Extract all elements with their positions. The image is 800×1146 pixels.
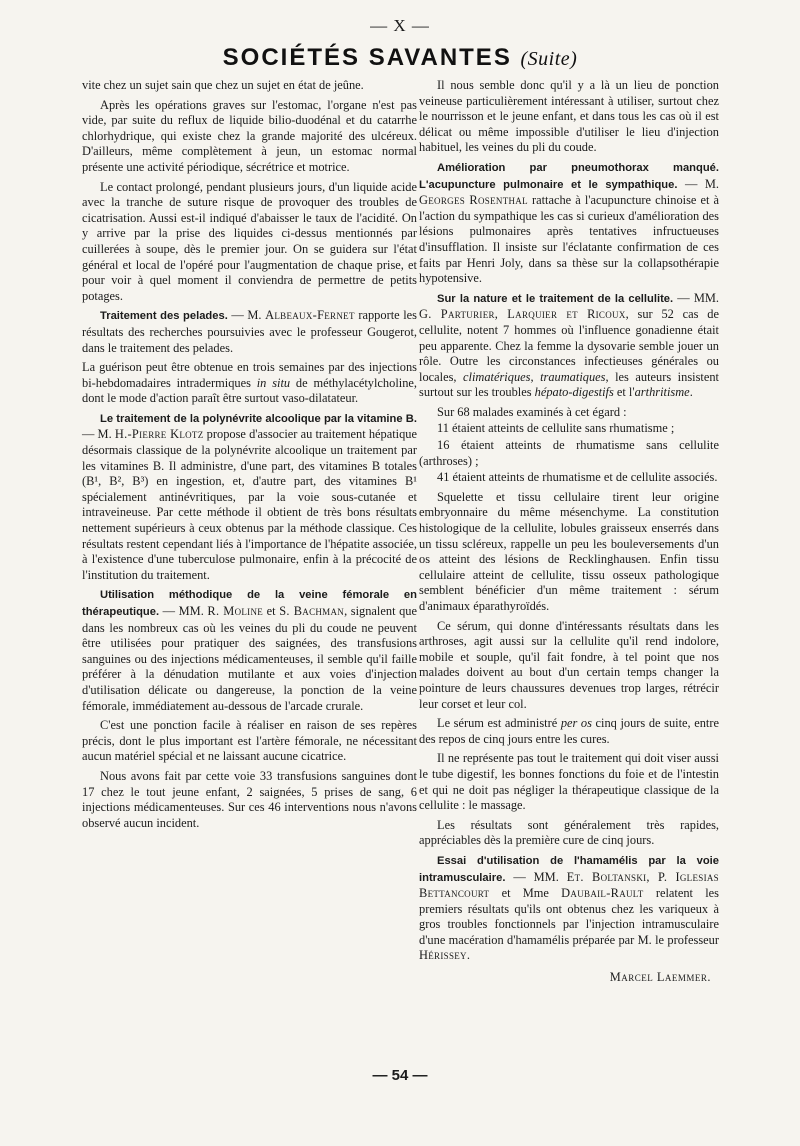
author-name: Hérissey <box>419 948 467 963</box>
abstract-hamamelis <box>419 853 719 964</box>
abstract-heading: Le traitement de la polynévrite alcoolique par la vitamine B. <box>100 412 417 425</box>
abstract-heading: Amélioration par pneumothorax manqué. L'acupuncture pulmonaire et le sympathique. <box>419 161 719 191</box>
text: , les auteurs insistent surtout sur les troubles <box>419 369 719 400</box>
abstract-heading: Utilisation méthodique de la veine fémorale en thérapeutique. <box>82 589 417 618</box>
abstract-text: , signalent que dans les nombreux cas où les veines du pli du coude ne peuvent être utilisées pour pratiquer des saignées, des transfusions sanguines ou des injections médicamenteuses, il semble qu'il faille préférer à la dénudation mutilante et aux voies d'injection d'utilisation délicate ou dangereuse, la ponction de la veine fémorale, immédiatement au-dessous de l'arcade crurale. <box>82 604 417 713</box>
conjunction: et Mme <box>489 886 562 901</box>
abstract-text: , sur 52 cas de cellulite, notent 7 hommes où l'influence gonadienne était peu apparente. Chez la femme la dysovarie semble jouer un rôle. Outre les circonstances infectieuses générales ou locales, <box>419 307 719 384</box>
italic-term: arthritisme <box>634 385 690 400</box>
dash: — M. <box>82 427 115 442</box>
italic-term: climatériques, traumatiques <box>463 369 606 384</box>
dash: — MM. <box>673 290 720 305</box>
author-name: G. Parturier, Larquier et Ricoux <box>419 307 626 322</box>
dash: — M. <box>227 308 266 323</box>
text: La guérison peut être obtenue en trois semaines par des injections bi-hebdomadaires intradermiques <box>82 360 417 390</box>
author-name: Daubail-Rault <box>561 886 644 901</box>
list-item: 11 étaient atteints de cellulite sans rhumatisme ; <box>437 421 675 436</box>
abstract-pelades <box>82 308 417 356</box>
author-name: Georges Rosenthal <box>419 193 528 208</box>
list-item: 41 étaient atteints de rhumatisme et de cellulite associés. <box>437 470 718 485</box>
abstract-heading: Sur la nature et le traitement de la cellulite. <box>437 292 674 305</box>
list-item: 16 étaient atteints de rhumatisme sans cellulite (arthroses) ; <box>419 438 719 468</box>
abstract-text: rattache à l'acupuncture chinoise et à l'action du sympathique les cas si curieux d'amélioration des lésions pulmonaires après tentatives infructueuses d'insufflation. Il insiste sur l'éclatante confirmation de ces faits par Henri Joly, dans sa thèse sur la collapsothérapie hypotensive. <box>419 193 719 286</box>
dash: — M. <box>677 176 720 191</box>
dash: — MM. <box>505 869 567 884</box>
paragraph: Le contact prolongé, pendant plusieurs jours, d'un liquide acide avec la tranche de suture risque de provoquer des troubles de cicatrisation. Aussi est-il indiqué d'abaisser le taux de l'acidité. On y arrive par la prise des liquides ci-dessus mentionnés par cuillerées à soupe, dès le premier jour. On se guidera sur l'état général et local de l'opéré pour l'augmentation de chaque prise, et pour voir à quel moment il conviendra de permettre de petits potages. <box>82 179 417 303</box>
paragraph: Après les opérations graves sur l'estomac, l'organe n'est pas vide, par suite du reflux de liquide bilio-duodénal et du catarrhe chlorhydrique, qui existe chez la grande majorité des ulcéreux. D'ailleurs, même complètement à jeun, un estomac normal présente une activité périodique, sécrétrice et motrice. <box>82 97 417 174</box>
abstract-text: propose d'associer au traitement hépatique désormais classique de la polynévrite alcoolique un traitement par les vitamines B. Il administre, d'une part, des vitamines B totales (B¹, B², B³) en ingestion, et, d'autre part, des vitamines B¹ spécialement antinévritiques, par la voie sous-cutanée et intraveineuse. Par cette méthode il obtient de très bons résultats nettement supérieurs à ceux obtenus par la méthode classique. Ces résultats restent cependant liés à l'importance de l'hépatite associée, à l'existence d'une tuberculose pulmonaire, enfin à la précocité de l'institution du traitement. <box>82 427 417 582</box>
paragraph <box>419 716 719 747</box>
paragraph: vite chez un sujet sain que chez un sujet en état de jeûne. <box>82 78 364 92</box>
italic-term: in situ <box>256 375 291 390</box>
abstract-text: rapporte les résultats des recherches poursuivies avec le professeur Gougerot, dans le traitement des pelades. <box>82 308 417 355</box>
text: cinq jours de suite, entre des repos de cinq jours entre les cures. <box>419 716 720 746</box>
signature: Marcel Laemmer. <box>609 970 711 985</box>
abstract-pneumothorax <box>419 160 719 287</box>
paragraph: Les résultats sont généralement très rapides, appréciables dès la première cure de cinq jours. <box>419 817 719 848</box>
section-title-suffix: (Suite) <box>520 48 578 70</box>
section-title <box>0 44 800 72</box>
author-name: S. Bachman <box>279 604 345 618</box>
paragraph: Squelette et tissu cellulaire tirent leur origine embryonnaire du même mésenchyme. La constitution histologique de la cellulite, lobules graisseux enserrés dans un tissu scléreux, rappelle un peu les bouleversements d'un os atteint des lésions de Recklinghausen. Enfin tissu cellulaire atteint de cellulite, tissu osseux pathologique semblent bénéficier d'un même traitement : sérum d'animaux éparathyroïdés. <box>419 489 719 613</box>
right-column <box>419 78 719 986</box>
abstract-veine-femorale <box>82 587 417 714</box>
text: . <box>466 948 470 963</box>
paragraph: Il ne représente pas tout le traitement qui doit viser aussi le tube digestif, les bonnes fonctions du foie et de l'intestin et qui ne doit pas négliger la thérapeutique classique de la cellulite : le massage. <box>419 751 719 813</box>
author-name: Et. Boltanski, P. Iglesias Bettancourt <box>419 869 719 901</box>
paragraph <box>82 360 417 407</box>
text: Le sérum est administré <box>437 716 561 731</box>
author-name: R. Moline <box>207 604 264 618</box>
abstract-heading: Essai d'utilisation de l'hamamélis par la voie intramusculaire. <box>419 854 719 884</box>
abstract-text: relatent les premiers résultats qu'ils ont obtenus chez les variqueux à gros troubles fonctionnels par l'injection intramusculaire d'une macération d'hamamélis préparée par M. le professeur <box>419 886 719 947</box>
dash: — MM. <box>159 604 208 618</box>
paragraph: Il nous semble donc qu'il y a là un lieu de ponction veineuse particulièrement intéressant à utiliser, surtout chez le nourrisson et le jeune enfant, et dans tous les cas où il est délicat ou même impossible d'utiliser le lieu d'injection habituel, les veines du pli du coude. <box>419 78 719 155</box>
page-number: — 54 — <box>372 1067 428 1084</box>
author-name: Albeaux-Fernet <box>265 308 355 323</box>
paragraph: Nous avons fait par cette voie 33 transfusions sanguines dont 17 chez le tout jeune enfant, 2 saignées, 5 prises de sang, 6 injections médicamenteuses. Sur ces 46 interventions nous n'avons observé aucun incident. <box>82 768 417 830</box>
paragraph: C'est une ponction facile à réaliser en raison de ses repères précis, dont le plus important est l'artère fémorale, ne nécessitant aucun matériel spécial et ne laissant aucune cicatrice. <box>82 718 417 764</box>
left-column <box>82 78 417 835</box>
italic-term: per os <box>560 716 592 731</box>
page-roman-numeral: — X — <box>370 16 430 35</box>
section-title-text: SOCIÉTÉS SAVANTES <box>222 44 512 71</box>
text: de méthylacétylcholine, dont le mode d'action paraît être surtout vaso-dilatateur. <box>82 375 418 406</box>
abstract-heading: Traitement des pelades. <box>100 310 228 323</box>
author-name: H.-Pierre Klotz <box>114 427 204 442</box>
paragraph: Ce sérum, qui donne d'intéressants résultats dans les arthroses, agit aussi sur la cellulite qu'il rend indolore, mobile et souple, qu'il fait fondre, à tel point que nos malades doivent au bout d'un certain temps changer la pointure de leurs chaussures devenues trop larges, rétrécir leur corset et leur col. <box>419 618 719 711</box>
abstract-polynevrite <box>82 411 417 584</box>
text: . <box>689 385 693 400</box>
conjunction: et <box>263 604 280 618</box>
italic-term: hépato-digestifs <box>534 385 614 400</box>
abstract-cellulite <box>419 291 719 401</box>
paragraph: Sur 68 malades examinés à cet égard : <box>437 404 627 419</box>
text: et l' <box>613 385 635 400</box>
